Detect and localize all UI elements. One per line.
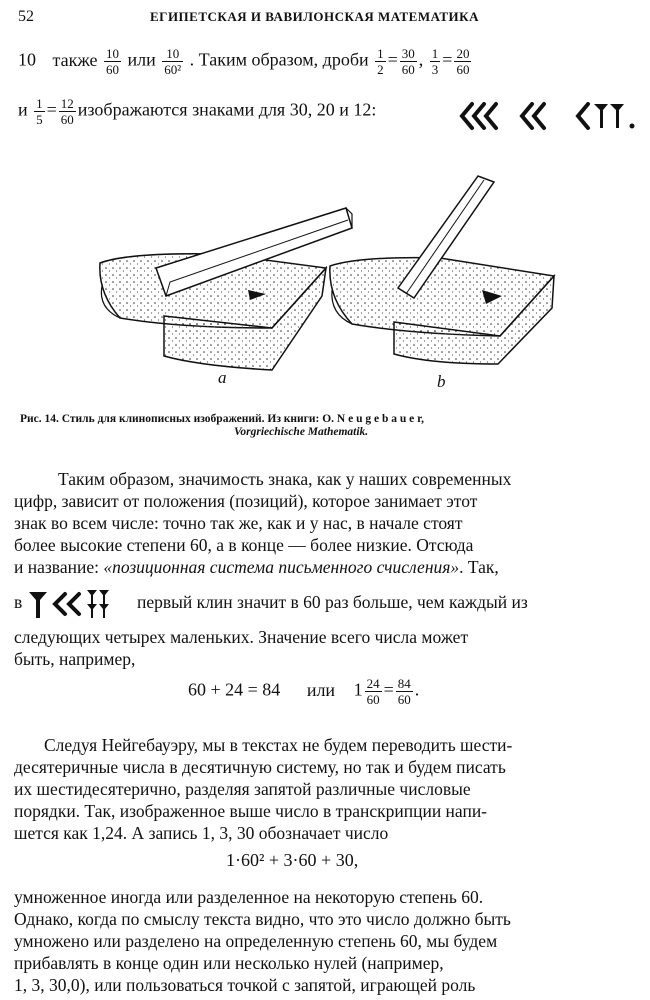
para-line: Однако, когда по смыслу текста видно, что это число должно быть [14,909,511,929]
equation: 1·60² + 3·60 + 30, [226,850,359,870]
para-line: следующих четырех маленьких. Значение всего числа может [14,627,469,647]
numerator: 24 [366,676,380,691]
fraction [104,46,121,77]
denominator: 60 [456,62,470,77]
caption-book-title: Vorgriechische Mathematik. [234,426,369,438]
para-line: умножено или разделено на определенную степень 60, мы будем [14,931,498,951]
text: изображаются знаками для 30, 20 и 12: [77,99,377,120]
denominator: 60 [60,112,74,127]
clay-tablet-b [330,176,554,364]
paragraph [14,734,630,844]
para-line: порядки. Так, изображенное выше число в транскрипции напи- [14,801,488,821]
fraction [454,46,471,77]
figure-caption [20,413,632,439]
paragraph [14,886,630,996]
word: или [127,49,156,70]
word: в [14,592,23,613]
para-line: их шестидесятерично, разделяя запятой различные числовые [14,779,471,799]
para-line: прибавлять в конце один или несколько нулей (например, [14,953,444,973]
equation: 60 + 24 = 84 или 1 $\frac{24}{60}$ = $\frac{84}{60}$ . [188,676,420,707]
para-line: Следуя Нейгебауэру, мы в текстах не будем переводить шести- [44,735,513,755]
fraction [400,46,417,77]
numerator: 1 [431,46,439,61]
fraction [34,96,45,127]
denominator: 60 [366,692,380,707]
numerator: 10 [106,46,120,61]
denominator: 60 [401,62,415,77]
page-number: 52 [18,8,34,25]
word: или [306,679,336,700]
whole-part: 1 [353,679,363,700]
fraction [396,676,413,707]
clay-tablet-a [100,208,352,370]
page-header [10,6,640,30]
text: . Таким образом, дроби [189,49,369,70]
numerator: 10 [162,46,183,62]
denominator: 60 [106,62,120,77]
figure-label-b: b [437,372,446,391]
paragraph [14,468,630,578]
figure-illustration [90,168,570,398]
denominator: 5 [36,112,43,127]
caption-line: Рис. 14. Стиль для клинописных изображений. Из книги: O. N e u g e b a u e r, [20,413,425,425]
numerator: 1 [36,96,43,111]
denominator: 2 [377,62,384,77]
fraction [162,46,183,77]
equation-left: 60 + 24 = 84 [188,679,281,700]
figure-label-a: a [218,368,227,387]
numerator: 20 [456,46,470,61]
denominator: 3 [431,62,439,77]
word: также [52,49,98,70]
para-line: быть, например, [14,649,136,669]
para-line: умноженное иногда или разделенное на некоторую степень 60. [14,887,484,907]
fraction [430,46,441,77]
para-line: более высокие степени 60, а в конце — более низкие. Отсюда [14,535,474,555]
para-line: Таким образом, значимость знака, как у наших современных [58,469,512,489]
text-line-1: 10 также $\frac{10}{60}$ или $\frac{10}{\text{60²}}$ . Таким образом, дроби $\frac{1}{2}$ = $\frac{30}{60}$ , $\frac{1}{3}$ = $\frac{20}{60}$ [18,46,470,77]
numerator: 1 [377,46,384,61]
text: и название: [14,557,104,577]
text: первый клин значит в 60 раз больше, чем каждый из [137,592,528,613]
denominator: 60² [164,62,182,77]
denominator: 60 [397,692,411,707]
word: 10 [18,49,36,70]
fraction [365,676,382,707]
cuneiform-number-icon [27,588,133,620]
paragraph [14,626,630,670]
para-line: шется как 1,24. А запись 1, 3, 30 обозначает число [14,823,389,843]
running-title: ЕГИПЕТСКАЯ И ВАВИЛОНСКАЯ МАТЕМАТИКА [150,9,479,24]
numerator: 30 [401,46,415,61]
para-line: 1, 3, 30,0), или пользоваться точкой с запятой, играющей роль [14,975,476,995]
text-line-2: и $\frac{1}{5}$ = $\frac{12}{60}$ изображаются знаками для 30, 20 и 12: [18,96,377,127]
para-line-cuneiform [14,588,630,620]
emphasis: «позиционная система письменного счисления» [103,557,460,577]
para-line: десятеричные числа в десятичную систему, но так и будем писать [14,757,506,777]
para-line [14,556,630,578]
numerator: 84 [397,676,411,691]
word: и [18,99,28,120]
cuneiform-numbers-icon [458,98,638,134]
para-line: цифр, зависит от положения (позиций), которое занимает этот [14,491,478,511]
text: . Так, [459,557,499,577]
fraction [59,96,76,127]
para-line: знак во всем числе: точно так же, как и у нас, в начале стоят [14,513,463,533]
numerator: 12 [60,96,74,111]
fraction [375,46,386,77]
